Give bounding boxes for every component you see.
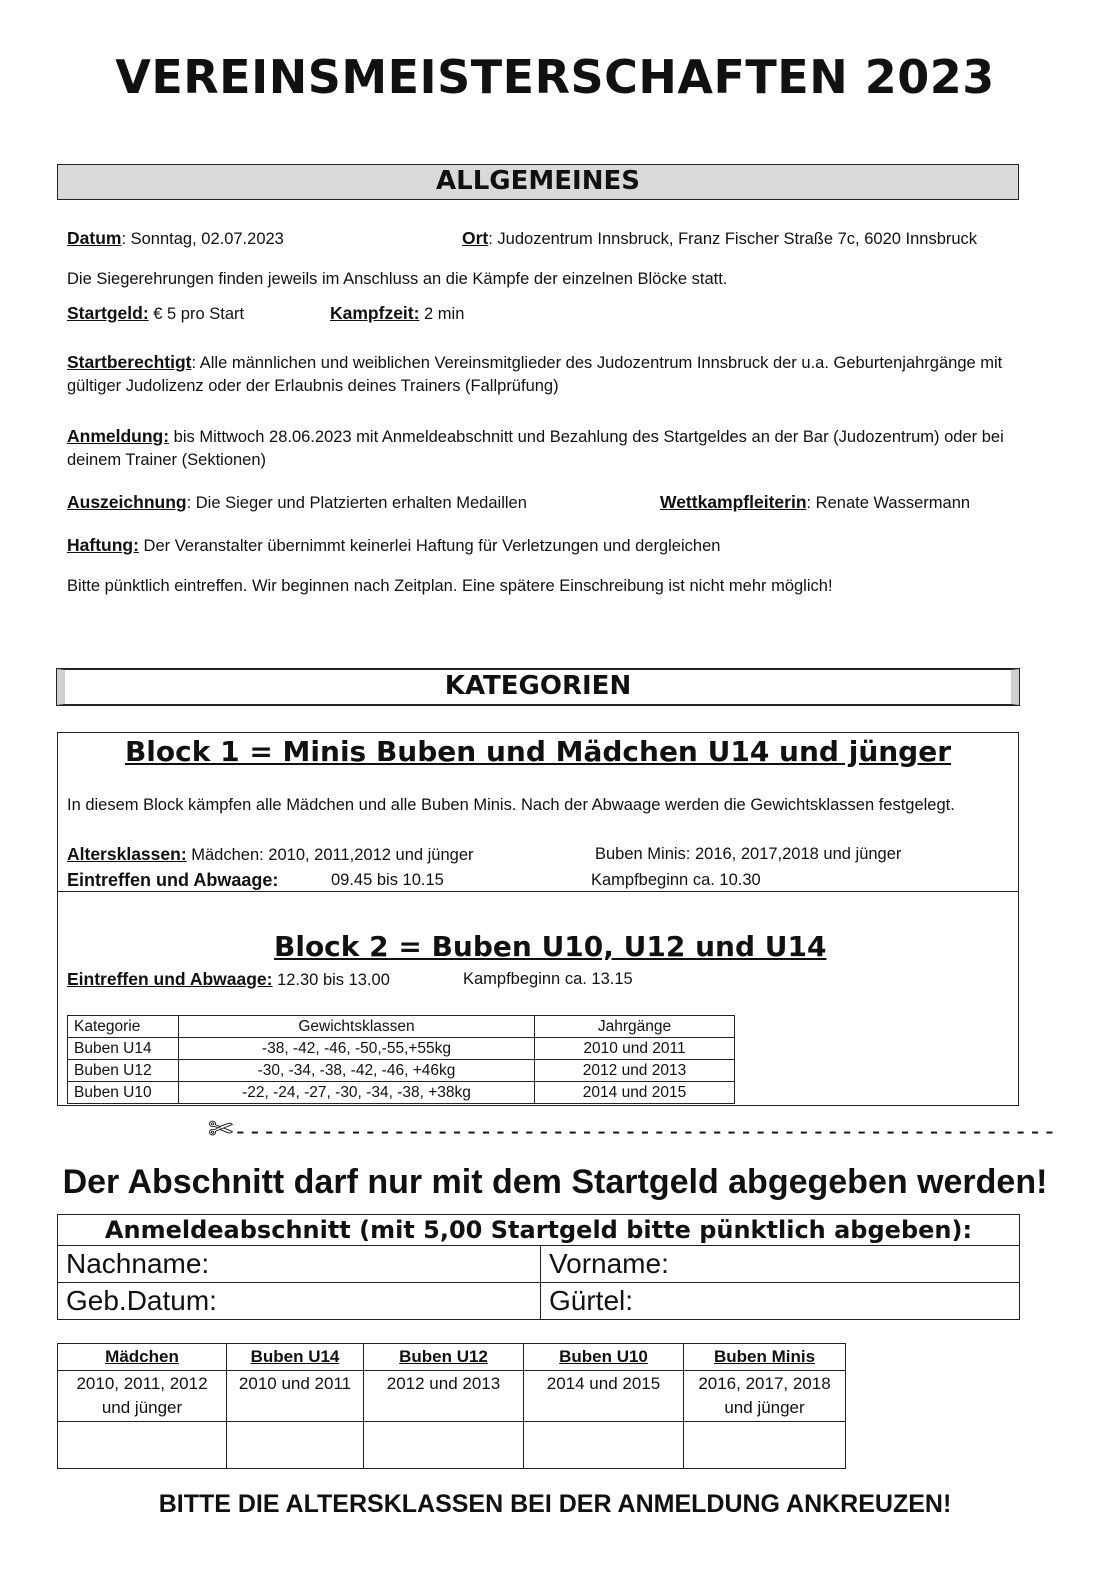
table-cell: Buben U12 [68,1060,179,1082]
table-header-cell: Kategorie [68,1016,179,1038]
datum-value: : Sonntag, 02.07.2023 [121,230,284,248]
block1-eintreffen-label: Eintreffen und Abwaage: [67,870,279,890]
ak-header-buben-u10: Buben U10 [524,1344,684,1371]
block2-kampfbeginn: Kampfbeginn ca. 13.15 [463,970,633,988]
startberechtigt-label: Startberechtigt [67,352,192,372]
kampfzeit-line [330,302,464,325]
table-cell: -22, -24, -27, -30, -34, -38, +38kg [179,1082,535,1104]
table-cell: Buben U10 [68,1082,179,1104]
ort-line [462,227,977,250]
scissors-icon: ✄ [208,1112,234,1147]
ak-checkbox-buben-u10[interactable] [524,1422,684,1469]
block1-title: Block 1 = Minis Buben und Mädchen U14 und jünger [124,735,952,768]
anmeldung-label: Anmeldung: [67,426,170,446]
auszeichnung-label: Auszeichnung [67,492,187,512]
weight-class-table [67,1015,735,1104]
ak-years-buben-u14: 2010 und 2011 [227,1371,364,1422]
siegerehrung-text: Die Siegerehrungen finden jeweils im Anschluss an die Kämpfe der einzelnen Blöcke statt. [67,270,728,288]
startgeld-label: Startgeld: [67,303,149,323]
ak-header-buben-u12: Buben U12 [364,1344,524,1371]
footer-instruction: BITTE DIE ALTERSKLASSEN BEI DER ANMELDUNG ANKREUZEN! [158,1490,952,1518]
block1-altersklassen [67,843,474,866]
table-row [68,1082,735,1104]
ak-checkbox-buben-minis[interactable] [684,1422,846,1469]
block1-info: In diesem Block kämpfen alle Mädchen und alle Buben Minis. Nach der Abwaage werden die Gewichtsklassen festgelegt. [67,796,955,814]
cut-dashes: --------------------------------------------------------- [233,1117,1057,1145]
page-title: VEREINSMEISTERSCHAFTEN 2023 [115,50,995,104]
ak-years-buben-u12: 2012 und 2013 [364,1371,524,1422]
ak-checkbox-buben-u14[interactable] [227,1422,364,1469]
ak-header-buben-u14: Buben U14 [227,1344,364,1371]
altersklassen-maedchen: Mädchen: 2010, 2011,2012 und jünger [186,846,474,864]
haftung-label: Haftung: [67,535,139,555]
ort-value: : Judozentrum Innsbruck, Franz Fischer Straße 7c, 6020 Innsbruck [488,230,978,248]
registration-form [57,1214,1020,1320]
table-cell: -30, -34, -38, -42, -46, +46kg [179,1060,535,1082]
block2-eintreffen-label: Eintreffen und Abwaage: [67,969,273,989]
haftung-value: Der Veranstalter übernimmt keinerlei Haftung für Verletzungen und dergleichen [138,537,721,555]
table-header-cell: Gewichtsklassen [179,1016,535,1038]
wettkampfleiterin-line [660,491,970,514]
auszeichnung-value: : Die Sieger und Platzierten erhalten Medaillen [186,494,527,512]
ak-header-maedchen: Mädchen [58,1344,227,1371]
table-cell: 2010 und 2011 [535,1038,735,1060]
block2-eintreffen [67,968,390,991]
block2-eintreffen-value: 12.30 bis 13.00 [272,971,390,989]
table-cell: -38, -42, -46, -50,-55,+55kg [179,1038,535,1060]
table-row [68,1060,735,1082]
ak-years-buben-u10: 2014 und 2015 [524,1371,684,1422]
gebdatum-field[interactable]: Geb.Datum: [58,1283,541,1320]
form-heading: Anmeldeabschnitt (mit 5,00 Startgeld bitte pünktlich abgeben): [58,1215,1020,1246]
ak-years-buben-minis: 2016, 2017, 2018 und jünger [684,1371,846,1422]
block-divider [57,891,1019,892]
table-cell: 2012 und 2013 [535,1060,735,1082]
table-row [68,1038,735,1060]
hinweis-text: Bitte pünktlich eintreffen. Wir beginnen nach Zeitplan. Eine spätere Einschreibung ist nicht mehr möglich! [67,577,833,595]
block2-title: Block 2 = Buben U10, U12 und U14 [274,930,827,963]
altersklassen-buben: Buben Minis: 2016, 2017,2018 und jünger [595,845,902,863]
kampfzeit-label: Kampfzeit: [330,303,420,323]
block1-kampfbeginn: Kampfbeginn ca. 10.30 [591,871,761,889]
haftung-line [67,534,720,557]
auszeichnung-line [67,491,527,514]
block1-eintreffen-value: 09.45 bis 10.15 [331,871,444,889]
ak-header-buben-minis: Buben Minis [684,1344,846,1371]
anmeldung-value: bis Mittwoch 28.06.2023 mit Anmeldeabschnitt und Bezahlung des Startgeldes an der Bar (Judozentrum) oder bei [169,428,1004,446]
section-heading-allgemeines: ALLGEMEINES [57,164,1019,200]
warning-text: Der Abschnitt darf nur mit dem Startgeld abgegeben werden! [62,1163,1048,1201]
table-header-row [68,1016,735,1038]
ak-years-maedchen: 2010, 2011, 2012 und jünger [58,1371,227,1422]
anmeldung-line-2: deinem Trainer (Sektionen) [67,451,267,469]
altersklassen-table [57,1343,846,1469]
table-cell: 2014 und 2015 [535,1082,735,1104]
startberechtigt-line-2: gültiger Judolizenz oder der Erlaubnis deines Trainers (Fallprüfung) [67,377,559,395]
guertel-field[interactable]: Gürtel: [541,1283,1020,1320]
table-cell: Buben U14 [68,1038,179,1060]
nachname-field[interactable]: Nachname: [58,1246,541,1283]
cut-line [208,1112,1057,1147]
kampfzeit-value: 2 min [419,305,465,323]
startberechtigt-line [67,351,1002,374]
ak-checkbox-maedchen[interactable] [58,1422,227,1469]
table-header-cell: Jahrgänge [535,1016,735,1038]
ak-checkbox-buben-u12[interactable] [364,1422,524,1469]
datum-label: Datum [67,228,122,248]
wettkampfleiterin-label: Wettkampfleiterin [660,492,807,512]
anmeldung-line [67,425,1004,448]
startgeld-line [67,302,244,325]
altersklassen-label: Altersklassen: [67,844,187,864]
ort-label: Ort [462,228,489,248]
datum-line [67,227,284,250]
startberechtigt-value: : Alle männlichen und weiblichen Vereinsmitglieder des Judozentrum Innsbruck der u.a. Geburtenjahrgänge mit [191,354,1003,372]
section-heading-kategorien: KATEGORIEN [57,669,1019,705]
wettkampfleiterin-value: : Renate Wassermann [806,494,971,512]
startgeld-value: € 5 pro Start [148,305,245,323]
vorname-field[interactable]: Vorname: [541,1246,1020,1283]
